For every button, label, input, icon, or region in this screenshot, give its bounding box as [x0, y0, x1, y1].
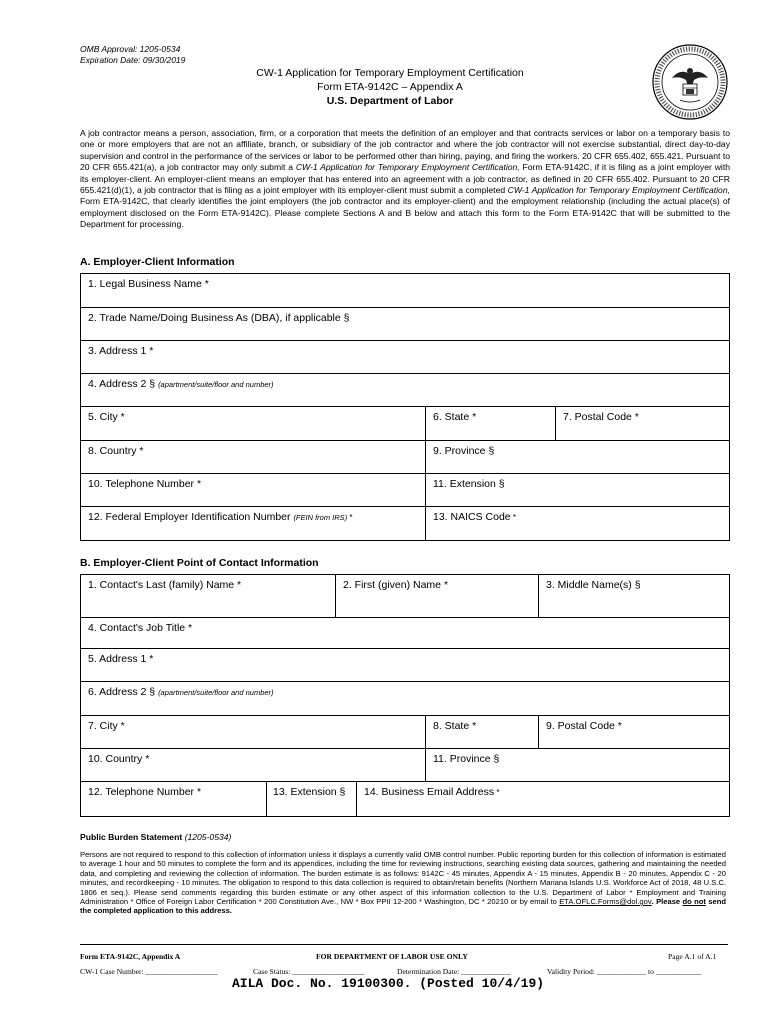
contact-job-title-field[interactable]: 4. Contact's Job Title * — [80, 617, 730, 649]
trade-name-field[interactable]: 2. Trade Name/Doing Business As (DBA), if applicable § — [80, 307, 730, 341]
city-field[interactable]: 5. City * — [80, 406, 426, 441]
naics-code-field[interactable]: 13. NAICS Code * — [425, 506, 730, 541]
title-line-1: CW-1 Application for Temporary Employment Certification — [256, 67, 524, 79]
case-status-field[interactable]: Case Status: ___________________ — [253, 967, 365, 976]
dol-seal-icon — [652, 44, 728, 120]
contact-postal-code-field[interactable]: 9. Postal Code * — [538, 715, 730, 749]
postal-code-field[interactable]: 7. Postal Code * — [555, 406, 730, 441]
contact-extension-field[interactable]: 13. Extension § — [266, 781, 357, 817]
contact-first-name-field[interactable]: 2. First (given) Name * — [335, 574, 539, 618]
form-title — [170, 66, 610, 108]
address-2-field[interactable]: 4. Address 2 § (apartment/suite/floor and number) — [80, 373, 730, 407]
validity-period-field[interactable]: Validity Period: _____________ to ____________ — [547, 967, 702, 976]
title-line-2: Form ETA-9142C – Appendix A — [317, 81, 463, 93]
intro-italic-2: CW-1 Application for Temporary Employment Certification, — [507, 185, 730, 196]
intro-paragraph — [80, 128, 730, 231]
intro-italic-1: CW-1 Application for Temporary Employment Certification, — [295, 162, 520, 173]
section-a-heading: A. Employer-Client Information — [80, 256, 235, 268]
contact-email-field[interactable]: 14. Business Email Address * — [356, 781, 730, 817]
burden-heading: Public Burden Statement (1205-0534) — [80, 832, 232, 842]
omb-approval: OMB Approval: 1205-0534 — [80, 44, 181, 54]
determination-date-field[interactable]: Determination Date: _____________ — [397, 967, 511, 976]
contact-state-field[interactable]: 8. State * — [425, 715, 539, 749]
intro-text-1: A job contractor means a person, association, firm, or a corporation that meets the definition of an employer and that contracts services or labor on a temporary basis to one or more employers that are not an affiliate, branch, or subsidiary of the job contractor and where the job contractor will not exercise substantial, direct day-to-day supervision and control in the performance of the services or labor to be performed other than hiring, paying, and firing the workers. 20 CFR 655.402, 655.421. Pursuant to 20 CFR 655.421(a), a job contractor may only submit a — [80, 128, 730, 173]
intro-text-3: Form ETA-9142C, that clearly identifies the joint employers (the job contractor and its employer-client) and the employment relationship (including the actual place(s) of employment disclosed on the Form ETA-9142C). Please complete Sections A and B below and attach this form to the Form ETA-9142C that will be submitted to the Department for processing. — [80, 196, 730, 230]
aila-doc-stamp: AILA Doc. No. 19100300. (Posted 10/4/19) — [232, 976, 545, 991]
extension-field[interactable]: 11. Extension § — [425, 473, 730, 507]
footer-divider — [80, 944, 728, 945]
legal-business-name-field[interactable]: 1. Legal Business Name * — [80, 273, 730, 308]
fein-field[interactable]: 12. Federal Employer Identification Number (FEIN from IRS) * — [80, 506, 426, 541]
section-b-heading: B. Employer-Client Point of Contact Information — [80, 557, 319, 569]
expiration-date: Expiration Date: 09/30/2019 — [80, 55, 186, 65]
intro-text-2: Form ETA-9142C, if it is filing as a joint employer with its employer-client. An employer-client means an employer that has entered into an agreement with a job contractor, as defined in 20 CFR 655.402. Pursuant to 20 CFR 655.421(d)(1), a job contractor that is filing as a joint employer with its employer-client must submit a completed — [80, 162, 730, 196]
contact-address-1-field[interactable]: 5. Address 1 * — [80, 648, 730, 682]
state-field[interactable]: 6. State * — [425, 406, 556, 441]
case-number-field[interactable]: CW-1 Case Number: ___________________ — [80, 967, 218, 976]
contact-address-2-field[interactable]: 6. Address 2 § (apartment/suite/floor and number) — [80, 681, 730, 716]
footer-use-only: FOR DEPARTMENT OF LABOR USE ONLY — [316, 952, 468, 961]
province-field[interactable]: 9. Province § — [425, 440, 730, 474]
address-1-field[interactable]: 3. Address 1 * — [80, 340, 730, 374]
contact-province-field[interactable]: 11. Province § — [425, 748, 730, 782]
telephone-field[interactable]: 10. Telephone Number * — [80, 473, 426, 507]
contact-country-field[interactable]: 10. Country * — [80, 748, 426, 782]
contact-middle-name-field[interactable]: 3. Middle Name(s) § — [538, 574, 730, 618]
contact-city-field[interactable]: 7. City * — [80, 715, 426, 749]
contact-telephone-field[interactable]: 12. Telephone Number * — [80, 781, 267, 817]
title-line-3: U.S. Department of Labor — [326, 95, 454, 107]
contact-last-name-field[interactable]: 1. Contact's Last (family) Name * — [80, 574, 336, 618]
footer-page-number: Page A.1 of A.1 — [668, 952, 717, 961]
footer-form-id: Form ETA-9142C, Appendix A — [80, 952, 181, 961]
burden-email-link[interactable]: ETA.OFLC.Forms@dol.gov — [559, 897, 652, 907]
burden-statement: Persons are not required to respond to this collection of information unless it displays a currently valid OMB control number. Public reporting burden for this collection of information is estimated to average 1 hour and 50 minutes to complete the form and its appendices, including the time for reviewing instructions, searching existing data sources, gathering and maintaining the needed data, and completing and reviewing the collection of information. The burden estimate is as follows: 9142C - 45 minutes, Appendix A - 15 minutes, Appendix B - 20 minutes, Appendix C - 20 minutes, and recordkeeping - 10 minutes. The obligation to respond to this data collection is required to obtain/retain benefits (Northern Mariana Islands U.S. Workforce Act of 2018, 48 U.S.C. 1806 et seq.). Please send comments regarding this burden estimate or any other aspect of this information collection to the U.S. Department of Labor * Employment and Training Administration * Office of Foreign Labor Certification * 200 Constitution Ave., NW * Box PPII 12-200 * Washington, DC * 20210 or by email to ETA.OFLC.Forms@dol.gov. Please do not send the completed application to this address. — [80, 850, 727, 916]
country-field[interactable]: 8. Country * — [80, 440, 426, 474]
omb-info — [80, 44, 185, 66]
